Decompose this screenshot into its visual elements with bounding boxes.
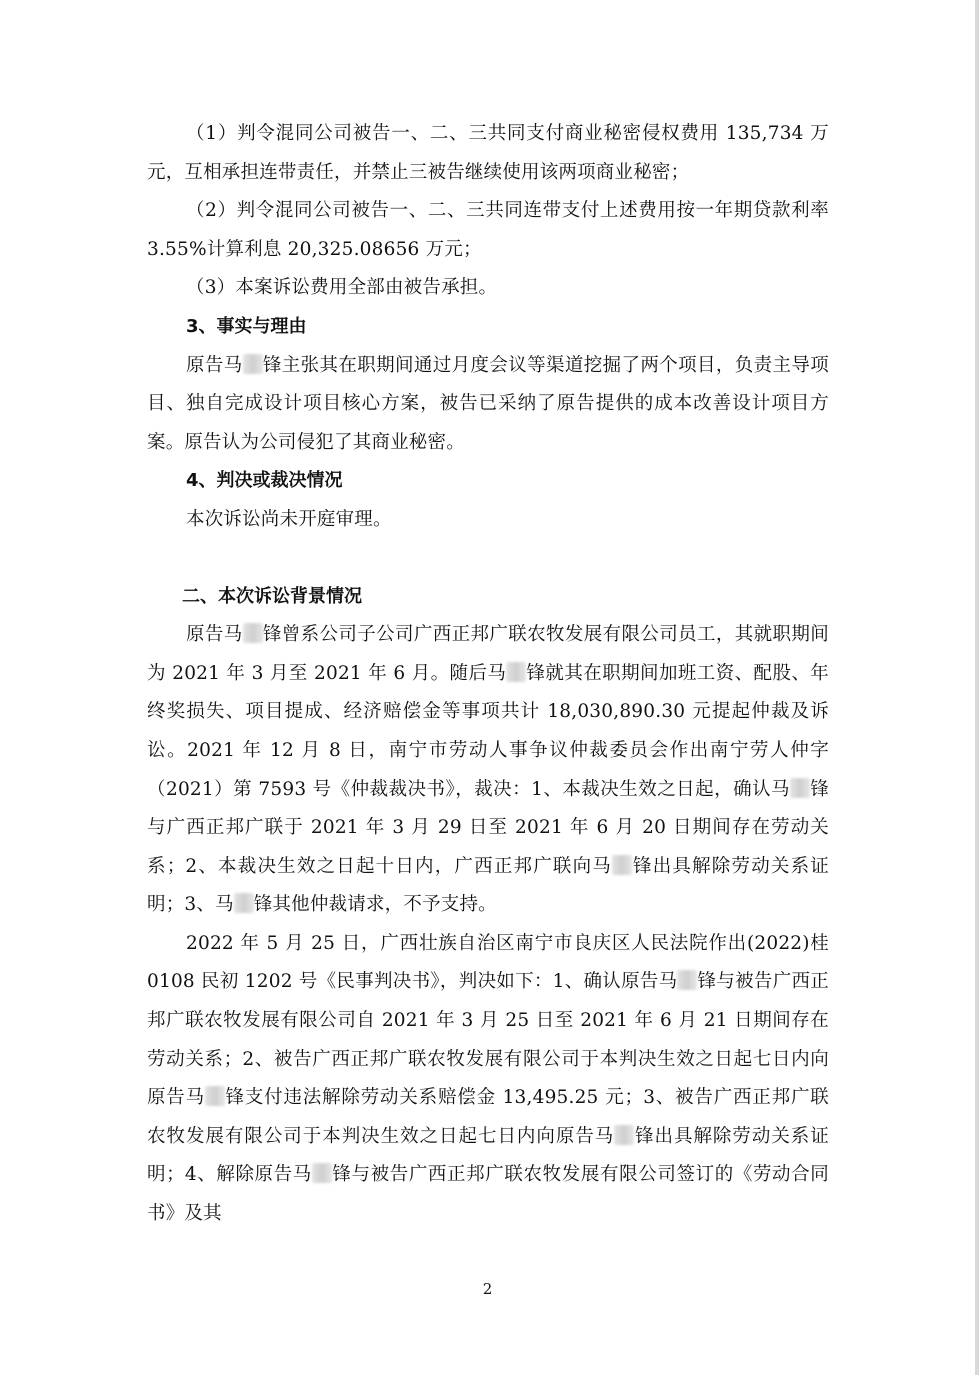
text-run: 锋出具解除劳动关系证明；4、解除原告马 [147, 1125, 829, 1186]
claim-item-2 [147, 192, 829, 269]
text-run: 锋主张其在职期间通过月度会议等渠道挖掘了两个项目，负责主导项目、独自完成设计项目核心方案，被告已采纳了原告提供的成本改善设计项目方案。原告认为公司侵犯了其商业秘密。 [147, 354, 829, 453]
page-number: 2 [482, 1280, 493, 1298]
text-run: 原告马 [186, 624, 243, 646]
text-run: 2022 年 5 月 25 日，广西壮族自治区南宁市良庆区人民法院作出(2022)桂 0108 民初 1202 号《民事判决书》，判决如下：1、确认原告马 [147, 932, 829, 993]
judgment-status: 本次诉讼尚未开庭审理。 [186, 508, 392, 530]
claim-item-1-line2: 元，互相承担连带责任，并禁止三被告继续使用该两项商业秘密； [147, 161, 690, 183]
text-run: 锋出具解除劳动关系证明；3、马 [147, 855, 829, 916]
redaction-mask [614, 1125, 634, 1145]
text-run: 锋与被告广西正邦广联农牧发展有限公司自 2021 年 3 月 25 日至 2021 年 6 月 21 日期间存在劳动关系；2、被告广西正邦广联农牧发展有限公司于本判决生效之日起七日内向原告马 [147, 971, 829, 1109]
redaction-mask [612, 855, 632, 875]
text-run: 锋与广西正邦广联于 2021 年 3 月 29 日至 2021 年 6 月 20 日期间存在劳动关系；2、本裁决生效之日起十日内，广西正邦广联向马 [147, 778, 830, 877]
redaction-mask [790, 778, 810, 798]
document-page [147, 115, 829, 1234]
text-run: 锋与被告广西正邦广联农牧发展有限公司签订的《劳动合同书》及其 [147, 1164, 829, 1225]
text-run: 锋支付违法解除劳动关系赔偿金 13,495.25 元；3、被告广西正邦广联农牧发展有限公司于本判决生效之日起七日内向原告马 [147, 1087, 829, 1147]
page-edge [975, 0, 979, 1375]
redaction-mask [234, 893, 254, 913]
text-run: 锋就其在职期间加班工资、配股、年终奖损失、项目提成、经济赔偿金等事项共计 18,030,890.30 元提起仲裁及诉讼。2021 年 12 月 8 日，南宁市劳动人事争议仲裁委员会作出南宁劳人仲字（2021）第 7593 号《仲裁裁决书》，裁决：1、本裁决生效之日起，确认马 [147, 662, 829, 800]
claim-item-2-line1: （2）判令混同公司被告一、二、三共同连带支付上述费用按一年期贷款利 [186, 200, 811, 222]
background-paragraph-1 [147, 616, 829, 925]
claim-item-2-line2: 率 3.55%计算利息 20,325.08656 万元； [147, 200, 829, 260]
judgment-heading: 4、判决或裁决情况 [186, 470, 343, 492]
claim-item-3: （3）本案诉讼费用全部由被告承担。 [186, 277, 498, 299]
text-run: 锋其他仲裁请求，不予支持。 [253, 894, 497, 916]
claim-item-1-line1: （1）判令混同公司被告一、二、三共同支付商业秘密侵权费用 135,734 万 [186, 123, 829, 144]
redaction-mask [506, 662, 526, 682]
text-run: 原告马 [186, 354, 243, 376]
redaction-mask [243, 354, 263, 374]
redaction-mask [312, 1163, 332, 1183]
redaction-mask [243, 623, 263, 643]
text-run: 锋曾系公司子公司广西正邦广联农牧发展有限公司员工，其就职期间为 2021 年 3 月至 2021 年 6 月。随后马 [147, 624, 829, 684]
background-paragraph-2 [147, 925, 829, 1234]
facts-heading: 3、事实与理由 [186, 315, 307, 337]
redaction-mask [205, 1086, 225, 1106]
redaction-mask [677, 970, 697, 990]
background-heading: 二、本次诉讼背景情况 [182, 585, 362, 607]
claim-item-1 [147, 115, 829, 192]
facts-paragraph [147, 347, 829, 463]
